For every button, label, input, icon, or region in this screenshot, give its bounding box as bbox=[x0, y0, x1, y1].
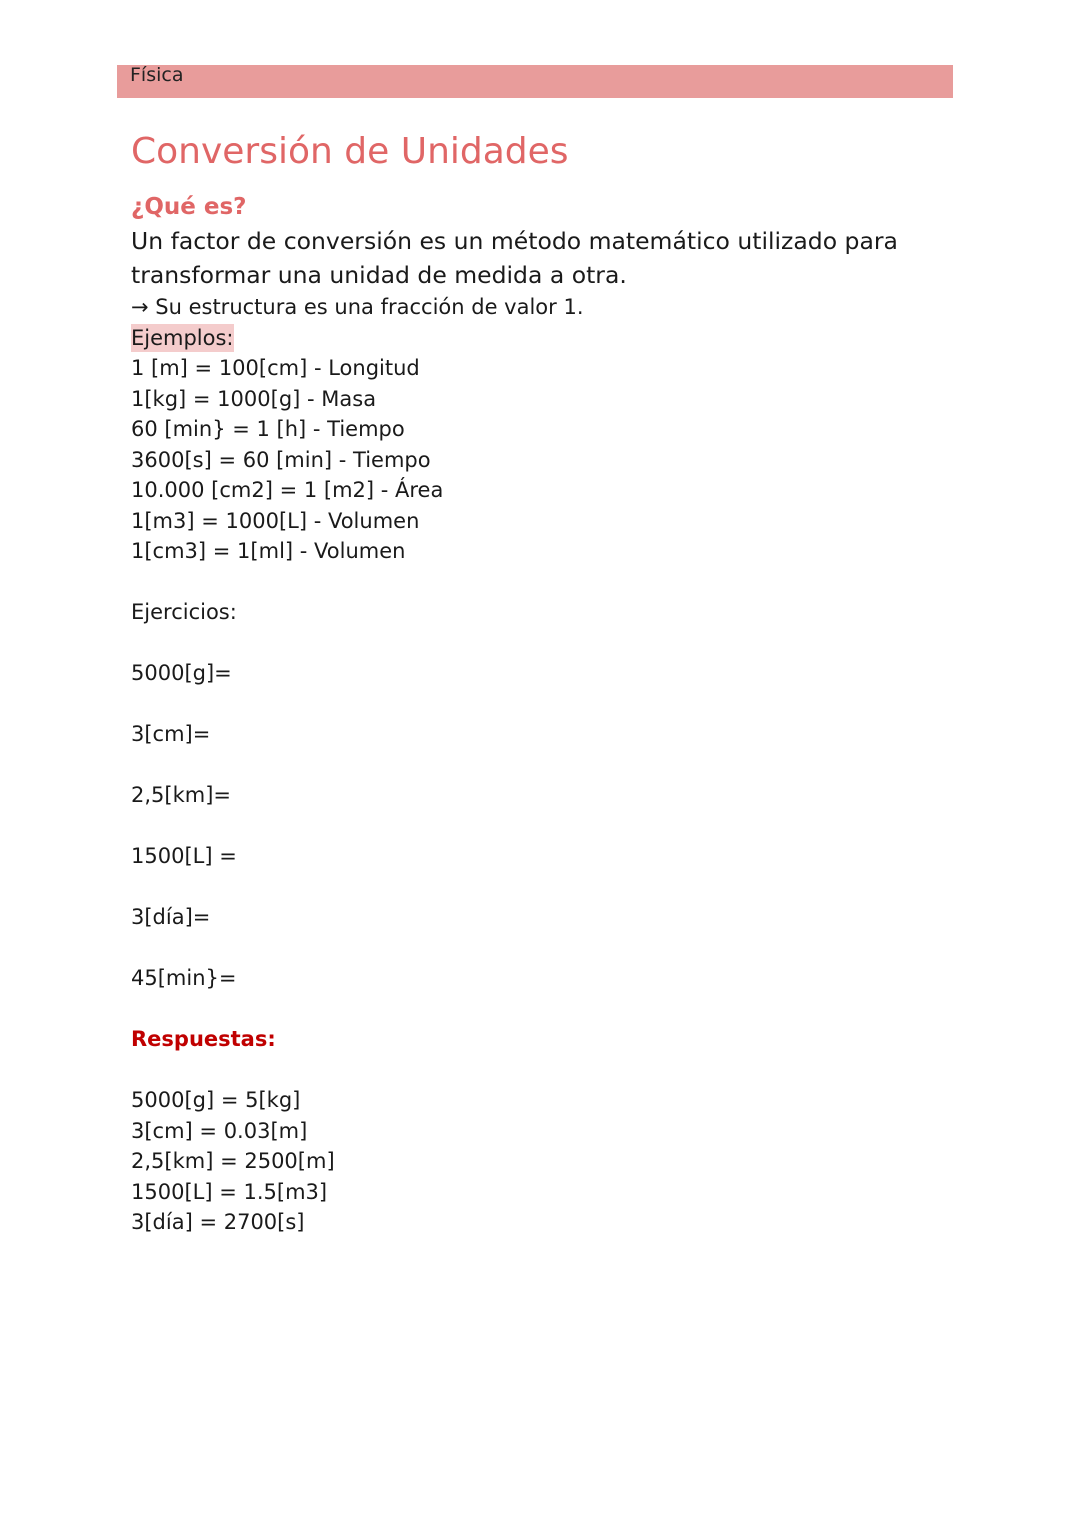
exercise-item: 45[min}= bbox=[131, 966, 237, 990]
exercises-label: Ejercicios: bbox=[131, 600, 237, 624]
answers-label: Respuestas: bbox=[131, 1027, 276, 1051]
exercise-item: 2,5[km]= bbox=[131, 783, 231, 807]
header-band bbox=[117, 65, 953, 98]
definition-paragraph: Un factor de conversión es un método matemático utilizado para transformar una unidad de medida a otra. bbox=[131, 227, 898, 289]
examples-list bbox=[131, 353, 951, 567]
structure-note: → Su estructura es una fracción de valor 1. bbox=[131, 295, 584, 319]
answers-list bbox=[131, 1085, 951, 1238]
examples-label-row bbox=[131, 323, 951, 354]
exercise-item: 3[día]= bbox=[131, 905, 211, 929]
example-item: 10.000 [cm2] = 1 [m2] - Área bbox=[131, 478, 444, 502]
example-item: 1[cm3] = 1[ml] - Volumen bbox=[131, 539, 406, 563]
exercise-item: 3[cm]= bbox=[131, 722, 211, 746]
document-body bbox=[131, 126, 951, 1238]
examples-label: Ejemplos: bbox=[131, 325, 234, 350]
section-heading: ¿Qué es? bbox=[131, 194, 247, 220]
example-item: 1[kg] = 1000[g] - Masa bbox=[131, 386, 377, 411]
example-item: 1 [m] = 100[cm] - Longitud bbox=[131, 356, 420, 380]
example-item: 1[m3] = 1000[L] - Volumen bbox=[131, 508, 420, 533]
answer-item: 5000[g] = 5[kg] bbox=[131, 1088, 301, 1112]
exercises-list bbox=[131, 658, 951, 994]
example-item: 60 [min} = 1 [h] - Tiempo bbox=[131, 417, 405, 441]
answer-item: 3[cm] = 0.03[m] bbox=[131, 1118, 308, 1143]
page-title: Conversión de Unidades bbox=[131, 131, 569, 172]
subject-label: Física bbox=[130, 64, 184, 86]
example-item: 3600[s] = 60 [min] - Tiempo bbox=[131, 447, 431, 472]
answer-item: 3[día] = 2700[s] bbox=[131, 1210, 305, 1234]
answer-item: 1500[L] = 1.5[m3] bbox=[131, 1179, 328, 1204]
exercise-item: 1500[L] = bbox=[131, 844, 237, 868]
answer-item: 2,5[km] = 2500[m] bbox=[131, 1149, 335, 1173]
exercise-item: 5000[g]= bbox=[131, 661, 232, 685]
